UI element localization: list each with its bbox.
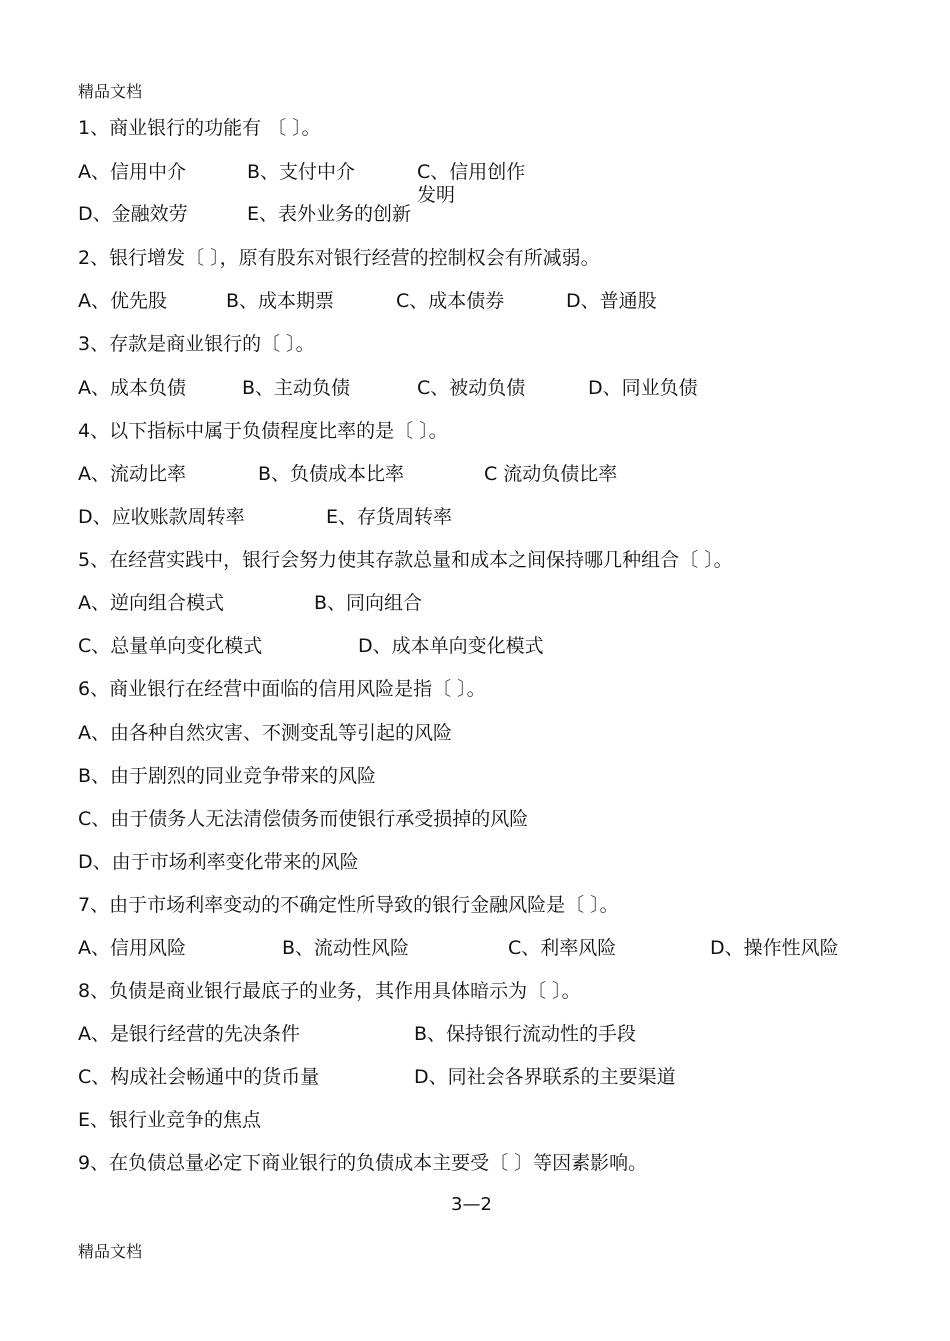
option: A、成本负债 [78, 377, 186, 399]
option: C、被动负债 [417, 377, 526, 399]
option: C、利率风险 [508, 937, 617, 959]
question-stem: 5、在经营实践中，银行会努力使其存款总量和成本之间保持哪几种组合〔 〕。 [78, 549, 733, 571]
option: B、流动性风险 [282, 937, 410, 959]
page-header: 精品文档 [78, 82, 143, 101]
option: E、表外业务的创新 [247, 203, 412, 225]
option: C、构成社会畅通中的货币量 [78, 1066, 320, 1088]
option: B、同向组合 [314, 592, 423, 614]
question-stem: 7、由于市场利率变动的不确定性所导致的银行金融风险是〔 〕。 [78, 894, 619, 916]
option: A、逆向组合模式 [78, 592, 224, 614]
option: A、优先股 [78, 290, 167, 312]
question-stem: 6、商业银行在经营中面临的信用风险是指〔 〕。 [78, 678, 486, 700]
option: B、主动负债 [242, 377, 351, 399]
option: D、成本单向变化模式 [358, 635, 544, 657]
option: C 流动负债比率 [484, 463, 618, 485]
option: A、是银行经营的先决条件 [78, 1023, 300, 1045]
option: B、由于剧烈的同业竞争带来的风险 [78, 765, 377, 787]
option: A、信用风险 [78, 937, 186, 959]
option: E、银行业竞争的焦点 [78, 1109, 262, 1131]
option: D、同业负债 [588, 377, 698, 399]
option: D、应收账款周转率 [78, 506, 245, 528]
option: C、总量单向变化模式 [78, 635, 263, 657]
option: 发明 [417, 184, 456, 206]
option: B、支付中介 [247, 161, 356, 183]
page-number: 3—2 [451, 1194, 492, 1215]
option: A、流动比率 [78, 463, 186, 485]
option: A、由各种自然灾害、不测变乱等引起的风险 [78, 722, 452, 744]
question-stem: 4、以下指标中属于负债程度比率的是〔 〕。 [78, 420, 448, 442]
question-stem: 2、银行增发〔 〕，原有股东对银行经营的控制权会有所减弱。 [78, 247, 600, 269]
option: D、普通股 [566, 290, 657, 312]
option: B、成本期票 [226, 290, 335, 312]
option: A、信用中介 [78, 161, 186, 183]
question-stem: 9、在负债总量必定下商业银行的负债成本主要受〔 〕等因素影响。 [78, 1152, 648, 1174]
option: C、成本债券 [396, 290, 505, 312]
option: B、负债成本比率 [258, 463, 405, 485]
option: C、由于债务人无法清偿债务而使银行承受损掉的风险 [78, 808, 529, 830]
question-stem: 8、负债是商业银行最底子的业务，其作用具体暗示为〔 〕。 [78, 980, 581, 1002]
option: D、由于市场利率变化带来的风险 [78, 851, 359, 873]
question-stem: 1、商业银行的功能有 〔 〕。 [78, 117, 321, 139]
option: C、信用创作 [417, 161, 526, 183]
option: D、操作性风险 [710, 937, 839, 959]
option: D、同社会各界联系的主要渠道 [414, 1066, 676, 1088]
option: E、存货周转率 [326, 506, 453, 528]
question-stem: 3、存款是商业银行的〔 〕。 [78, 333, 315, 355]
option: B、保持银行流动性的手段 [414, 1023, 637, 1045]
option: D、金融效劳 [78, 203, 188, 225]
page-footer: 精品文档 [78, 1242, 143, 1261]
